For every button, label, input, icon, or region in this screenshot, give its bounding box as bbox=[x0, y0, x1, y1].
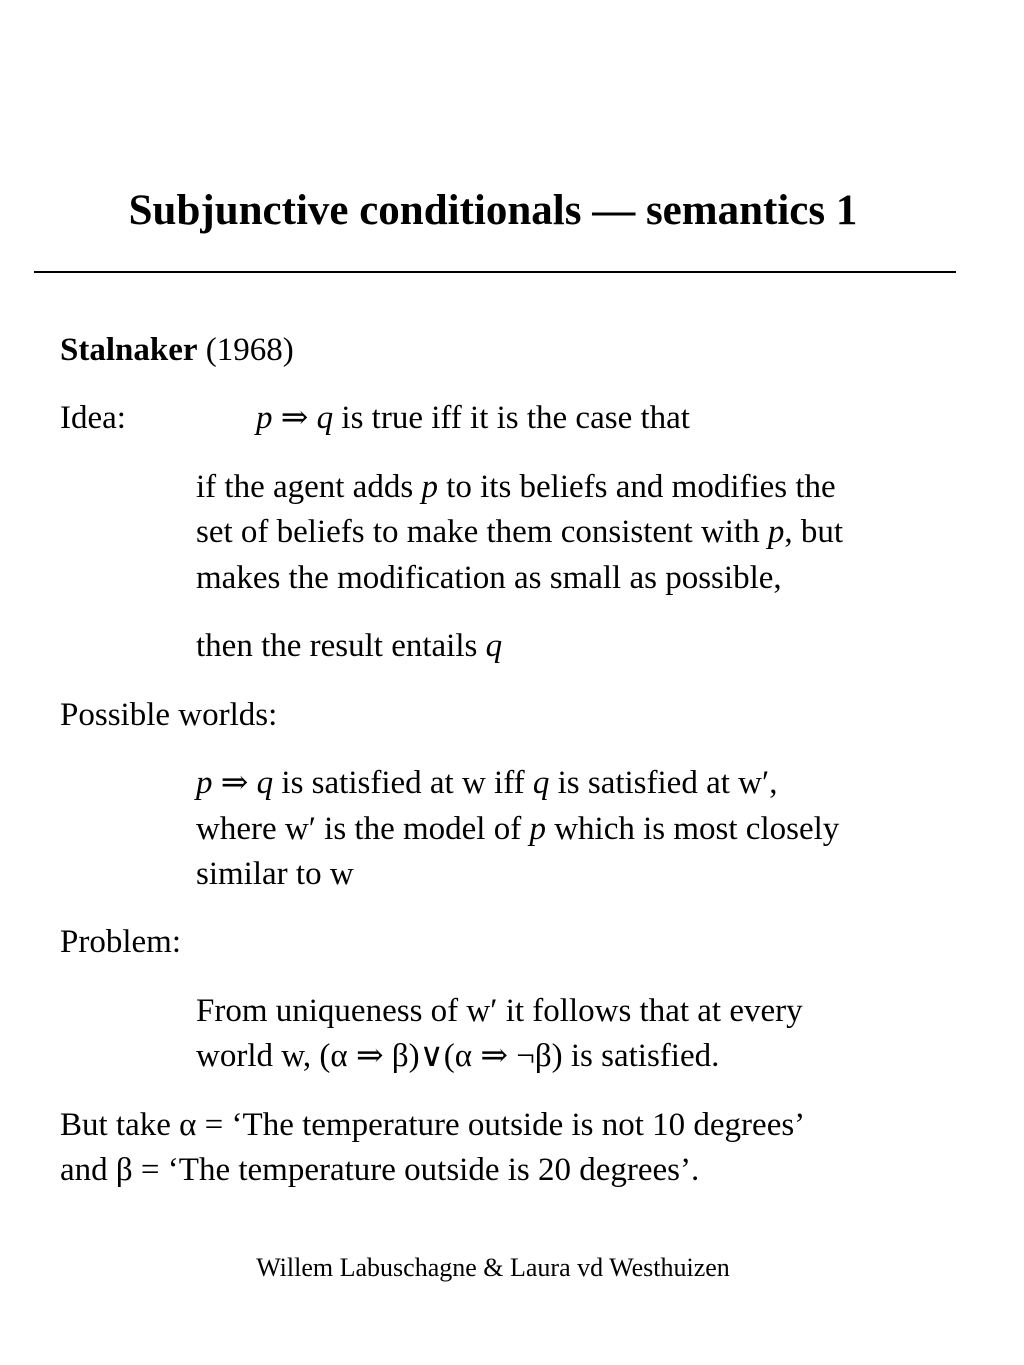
variable: q bbox=[485, 628, 503, 664]
idea-row bbox=[60, 395, 690, 441]
idea-conclusion bbox=[196, 623, 502, 669]
text-run: ⇒ bbox=[272, 400, 317, 436]
idea-line-2 bbox=[196, 509, 843, 555]
text-run: ⇒ bbox=[212, 765, 257, 801]
text-run: , but bbox=[784, 514, 844, 550]
variable: p bbox=[256, 400, 273, 436]
idea-statement bbox=[256, 395, 690, 441]
variable: p bbox=[529, 811, 546, 847]
text-run: world w, (α ⇒ β)∨(α ⇒ ¬β) is satisfied. bbox=[196, 1038, 720, 1074]
idea-line-3 bbox=[196, 555, 782, 601]
variable: q bbox=[256, 765, 274, 801]
possible-worlds-label: Possible worlds: bbox=[60, 697, 278, 733]
text-run: makes the modification as small as possible, bbox=[196, 560, 782, 596]
text-run: then the result entails bbox=[196, 628, 486, 664]
author-name: Stalnaker bbox=[60, 332, 198, 368]
footer-authors: Willem Labuschagne & Laura vd Westhuizen bbox=[256, 1253, 730, 1282]
variable: p bbox=[421, 469, 438, 505]
text-run: is true iff it is the case that bbox=[333, 400, 690, 436]
variable: q bbox=[316, 400, 334, 436]
variable: q bbox=[532, 765, 550, 801]
text-run: set of beliefs to make them consistent with bbox=[196, 514, 768, 550]
counterexample-line-2 bbox=[60, 1147, 699, 1193]
text-run: From uniqueness of w′ it follows that at every bbox=[196, 993, 803, 1029]
citation bbox=[60, 327, 294, 373]
slide-title: Subjunctive conditionals — semantics 1 bbox=[128, 187, 858, 234]
text-run: and β = ‘The temperature outside is 20 degrees’. bbox=[60, 1152, 700, 1188]
citation-year: (1968) bbox=[205, 332, 294, 368]
variable: p bbox=[196, 765, 213, 801]
variable: p bbox=[767, 514, 785, 550]
text-run: But take α = ‘The temperature outside is not 10 degrees’ bbox=[60, 1107, 806, 1143]
text-run: which is most closely bbox=[545, 811, 840, 847]
text-run: is satisfied at w′, bbox=[549, 765, 778, 801]
idea-line-1 bbox=[196, 464, 836, 510]
possible-worlds-line-2 bbox=[196, 806, 839, 852]
text-run: to its beliefs and modifies the bbox=[437, 469, 836, 505]
title-divider bbox=[34, 271, 956, 273]
problem-line-2 bbox=[196, 1033, 719, 1079]
problem-label: Problem: bbox=[60, 924, 181, 960]
possible-worlds-line-1 bbox=[196, 760, 777, 806]
text-run: is satisfied at w iff bbox=[273, 765, 533, 801]
problem-line-1 bbox=[196, 988, 803, 1034]
possible-worlds-line-3 bbox=[196, 851, 354, 897]
idea-label: Idea: bbox=[60, 400, 126, 436]
counterexample-line-1 bbox=[60, 1102, 805, 1148]
text-run: if the agent adds bbox=[196, 469, 422, 505]
text-run: where w′ is the model of bbox=[196, 811, 530, 847]
text-run: similar to w bbox=[196, 856, 354, 892]
